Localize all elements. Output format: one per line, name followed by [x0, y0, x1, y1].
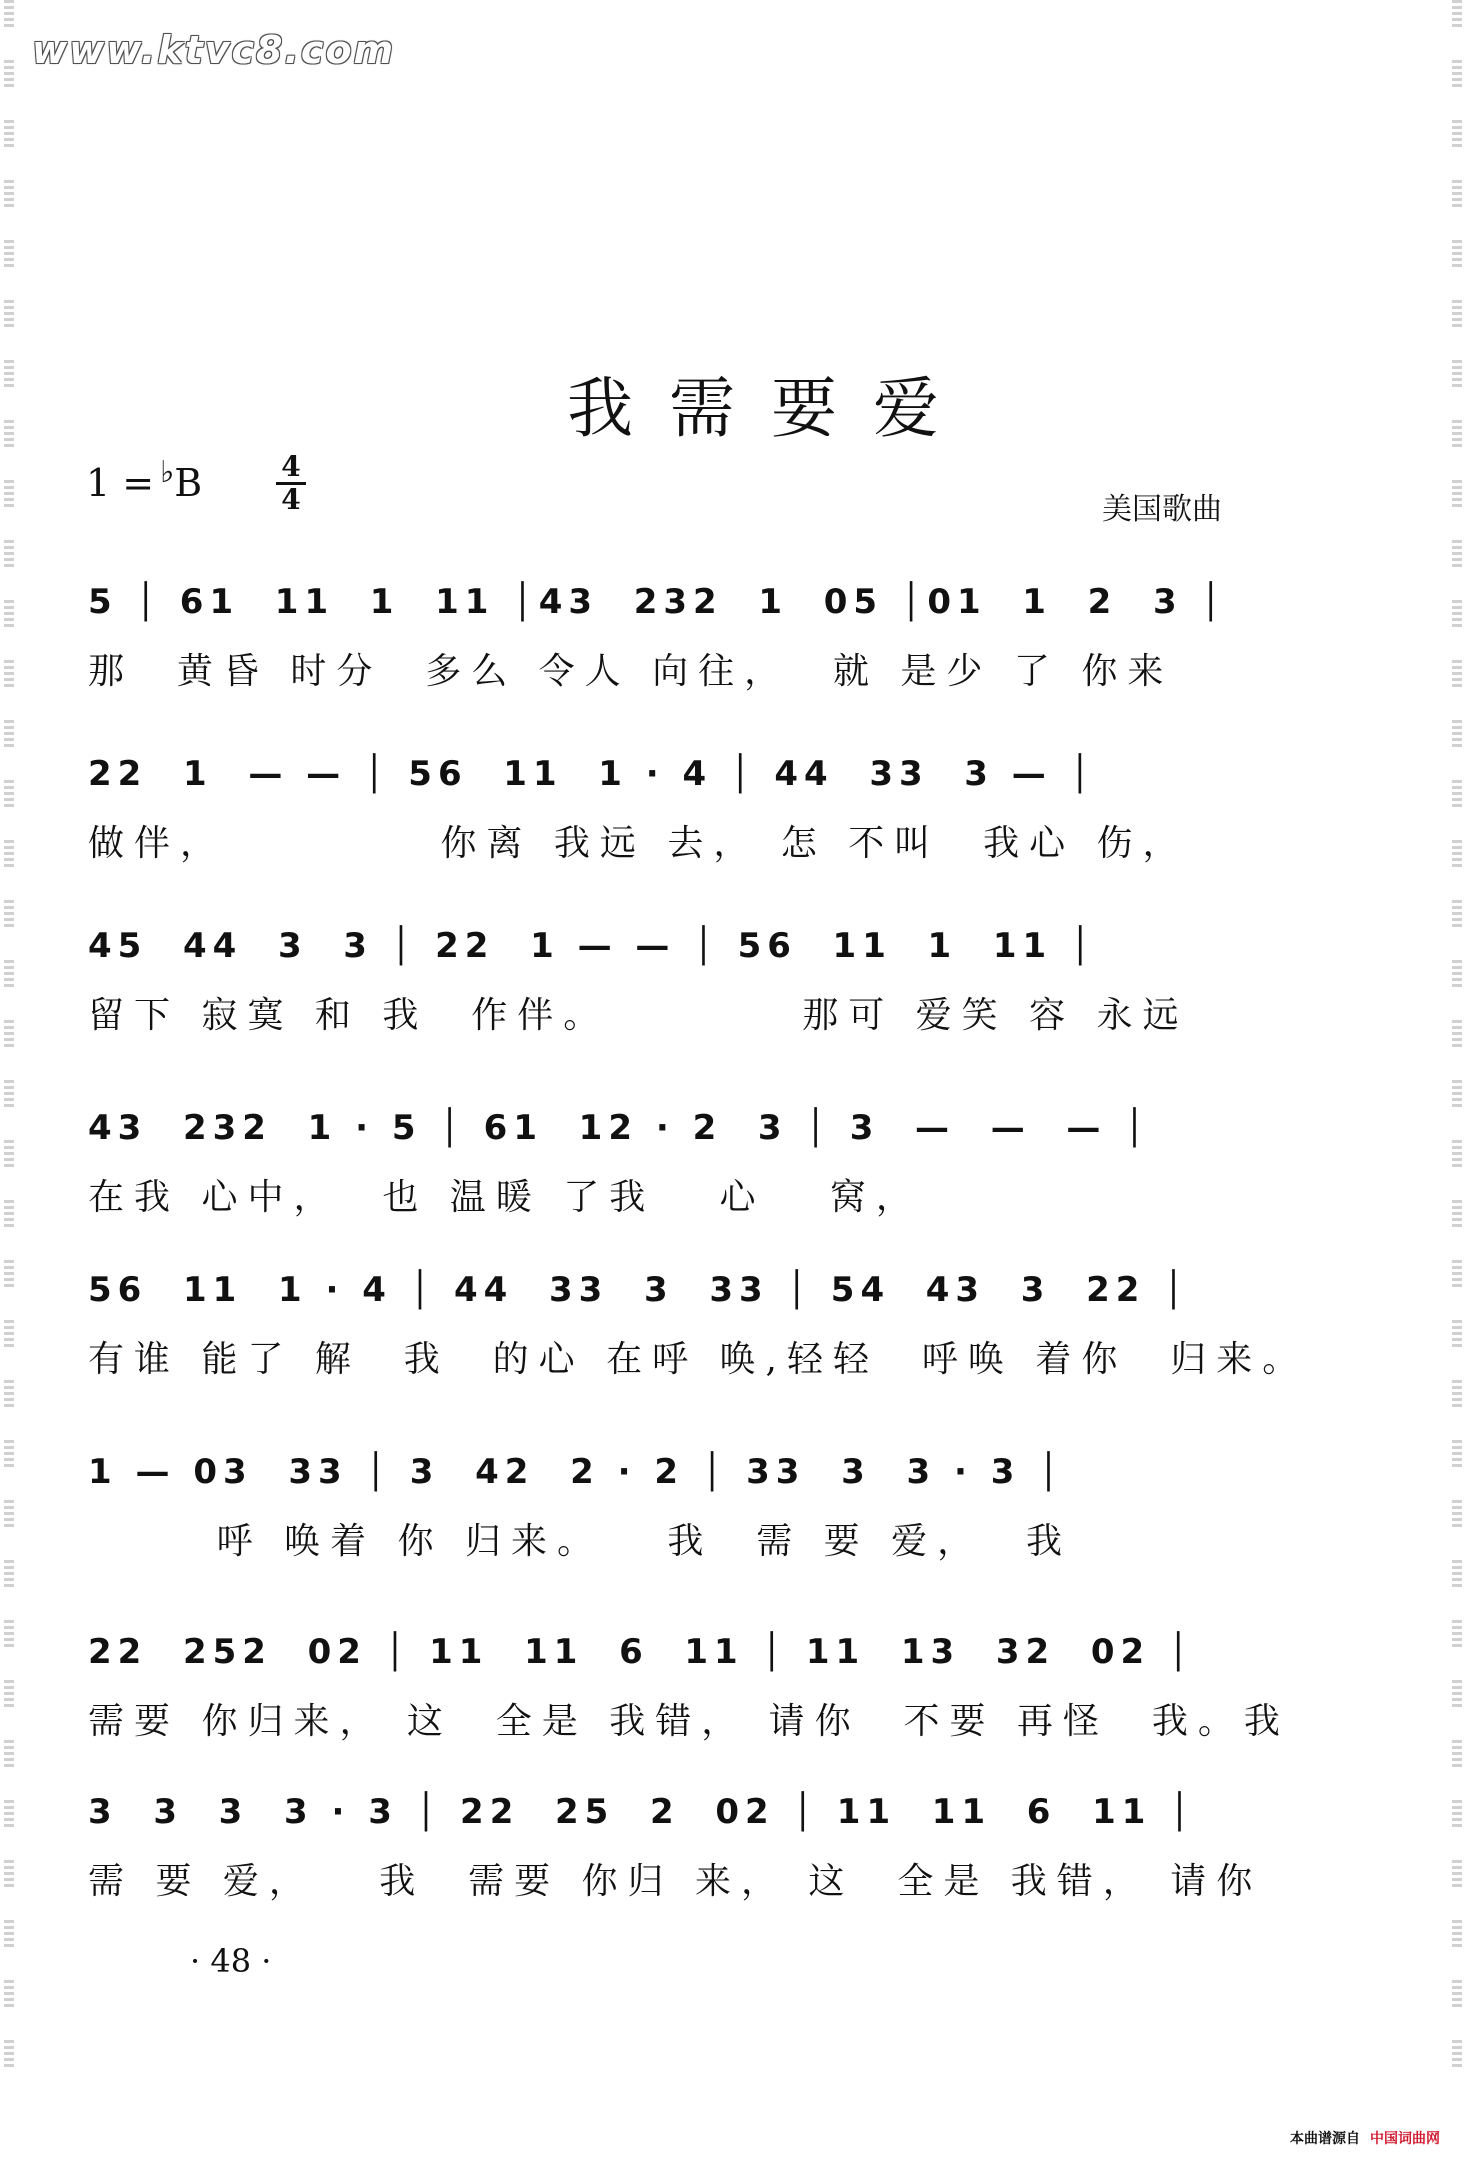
- notes-line-3: 45 44 3 3 │ 22 1 — — │ 56 11 1 11 │: [88, 926, 1097, 966]
- score-line-1: [88, 570, 1268, 702]
- score-line-2: [88, 742, 1268, 874]
- score-line-6: [88, 1440, 1268, 1572]
- score-line-7: [88, 1620, 1290, 1752]
- lyrics-line-7: 需要 你归来， 这 全是 我错， 请你 不要 再怪 我。我: [88, 1701, 1290, 1742]
- notes-line-4: 43 232 1 · 5 │ 61 12 · 2 3 │ 3 — — — │: [88, 1108, 1151, 1148]
- left-edge-marks: [4, 0, 18, 2162]
- song-title: 我需要爱: [567, 370, 975, 447]
- notes-line-8: 3 3 3 3 · 3 │ 22 25 2 02 │ 11 11 6 11 │: [88, 1792, 1196, 1832]
- lyrics-line-5: 有谁 能了 解 我 的心 在呼 唤,轻轻 呼唤 着你 归来。: [88, 1339, 1309, 1380]
- right-edge-marks: [1452, 0, 1466, 2162]
- key-signature: [86, 455, 202, 505]
- key-note: B: [174, 461, 203, 505]
- flat-sign: ♭: [160, 455, 175, 490]
- score-line-5: [88, 1258, 1309, 1390]
- score-line-3: [88, 914, 1268, 1046]
- lyrics-line-8: 需 要 爱， 我 需要 你归 来， 这 全是 我错， 请你: [88, 1861, 1263, 1902]
- time-signature: [276, 452, 306, 515]
- notes-line-2: 22 1 — — │ 56 11 1 · 4 │ 44 33 3 — │: [88, 754, 1097, 794]
- score-line-4: [88, 1096, 1268, 1228]
- notes-line-5: 56 11 1 · 4 │ 44 33 3 33 │ 54 43 3 22 │: [88, 1270, 1190, 1310]
- footer-credit: [1290, 2128, 1440, 2148]
- lyrics-line-3: 留下 寂寞 和 我 作伴。 那可 爱笑 容 永远: [88, 995, 1189, 1036]
- watermark: www.ktvc8.com: [32, 28, 396, 72]
- page-number: · 48 ·: [190, 1942, 272, 1980]
- lyrics-line-4: 在我 心中， 也 温暖 了我 心 窝，: [88, 1177, 922, 1218]
- lyrics-line-2: 做伴， 你离 我远 去， 怎 不叫 我心 伤，: [88, 823, 1189, 864]
- score-line-8: [88, 1780, 1268, 1912]
- notes-line-1: 5 │ 61 11 1 11 │43 232 1 05 │01 1 2 3 │: [88, 582, 1227, 622]
- composer-credit: 美国歌曲: [1102, 492, 1222, 527]
- lyrics-line-6: 呼 唤着 你 归来。 我 需 要 爱， 我: [88, 1521, 1072, 1562]
- time-bottom: 4: [281, 483, 301, 516]
- footer-site-link[interactable]: 中国词曲网: [1370, 2131, 1440, 2147]
- lyrics-line-1: 那 黄昏 时分 多么 令人 向往， 就 是少 了 你来: [88, 651, 1174, 692]
- notes-line-7: 22 252 02 │ 11 11 6 11 │ 11 13 32 02 │: [88, 1632, 1195, 1672]
- key-prefix: 1 =: [86, 461, 155, 505]
- footer-source: 本曲谱源自: [1290, 2131, 1360, 2147]
- notes-line-6: 1 — 03 33 │ 3 42 2 · 2 │ 33 3 3 · 3 │: [88, 1452, 1065, 1492]
- time-top: 4: [281, 450, 301, 483]
